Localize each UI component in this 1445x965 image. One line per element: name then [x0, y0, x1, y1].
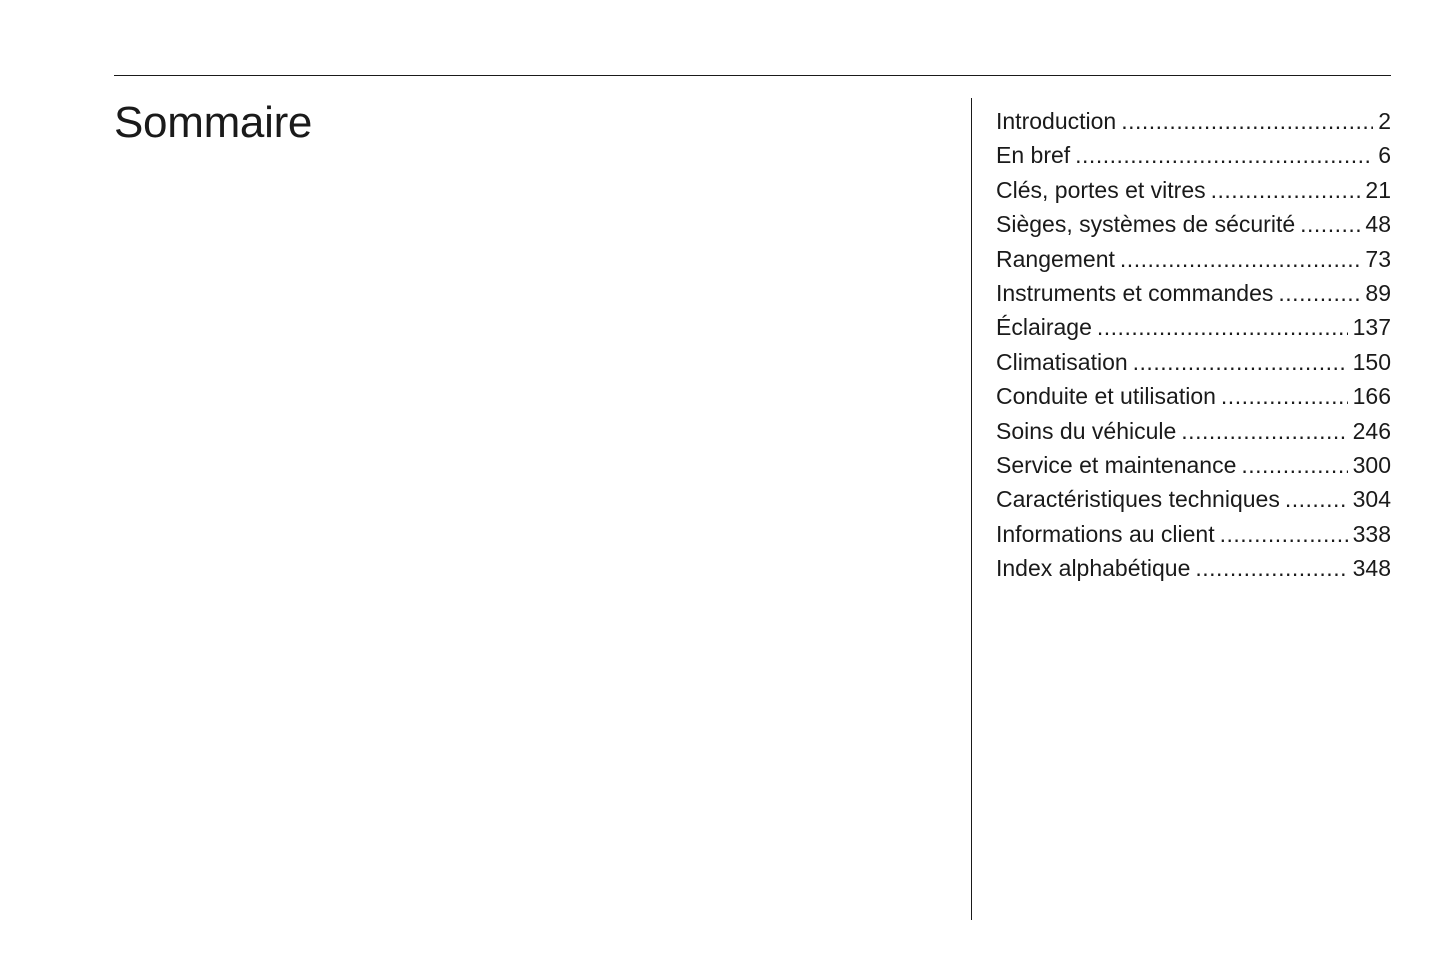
toc-entry-en-bref[interactable] — [996, 138, 1391, 172]
toc-entry-label: Sièges, systèmes de sécurité — [996, 211, 1296, 238]
toc-entry-label: Service et maintenance — [996, 451, 1237, 478]
toc-entry-label: Rangement — [996, 245, 1115, 272]
toc-page-number: 304 — [1352, 486, 1391, 513]
toc-entry-label: Index alphabétique — [996, 555, 1191, 582]
toc-dot-leader — [1075, 138, 1373, 172]
toc-entry-label: Conduite et utilisation — [996, 383, 1216, 410]
toc-page-number: 150 — [1352, 348, 1391, 375]
toc-entry-label: Introduction — [996, 108, 1117, 134]
toc-page-number: 6 — [1378, 142, 1391, 169]
toc-page-number: 2 — [1378, 108, 1391, 134]
toc-page-number: 21 — [1365, 176, 1391, 203]
toc-entry-sieges-securite[interactable] — [996, 207, 1391, 241]
toc-dot-leader — [1285, 482, 1348, 516]
toc-dot-leader — [1181, 414, 1347, 448]
column-divider — [971, 98, 972, 920]
toc-dot-leader — [1120, 242, 1360, 276]
toc-dot-leader — [1241, 448, 1347, 482]
toc-entry-introduction[interactable] — [996, 104, 1391, 138]
toc-entry-rangement[interactable] — [996, 242, 1391, 276]
toc-dot-leader — [1097, 310, 1348, 344]
toc-dot-leader — [1211, 173, 1361, 207]
page-title: Sommaire — [114, 98, 313, 147]
toc-entry-label: En bref — [996, 142, 1071, 169]
toc-page-number: 166 — [1352, 383, 1391, 410]
toc-entry-conduite-utilisation[interactable] — [996, 379, 1391, 413]
toc-entry-index-alphabetique[interactable] — [996, 551, 1391, 585]
toc-entry-label: Clés, portes et vitres — [996, 176, 1206, 203]
toc-page-number: 348 — [1352, 555, 1391, 582]
toc-entry-label: Soins du véhicule — [996, 417, 1177, 444]
toc-entry-label: Éclairage — [996, 314, 1092, 341]
top-rule — [114, 75, 1391, 76]
toc-entry-soins-vehicule[interactable] — [996, 414, 1391, 448]
toc-entry-label: Climatisation — [996, 348, 1128, 375]
toc-page-number: 338 — [1352, 520, 1391, 547]
toc-page-number: 137 — [1352, 314, 1391, 341]
toc-dot-leader — [1133, 345, 1348, 379]
toc-entry-eclairage[interactable] — [996, 310, 1391, 344]
table-of-contents — [996, 104, 1391, 585]
toc-dot-leader — [1221, 379, 1348, 413]
toc-page-number: 89 — [1365, 279, 1391, 306]
toc-entry-label: Instruments et commandes — [996, 279, 1274, 306]
toc-entry-climatisation[interactable] — [996, 345, 1391, 379]
toc-page-number: 246 — [1352, 417, 1391, 444]
toc-dot-leader — [1278, 276, 1360, 310]
toc-dot-leader — [1220, 517, 1348, 551]
toc-dot-leader — [1300, 207, 1360, 241]
toc-entry-cles-portes-vitres[interactable] — [996, 173, 1391, 207]
toc-page-number: 48 — [1365, 211, 1391, 238]
toc-dot-leader — [1121, 104, 1373, 138]
toc-entry-informations-client[interactable] — [996, 517, 1391, 551]
toc-entry-label: Caractéristiques techniques — [996, 486, 1280, 513]
toc-entry-service-maintenance[interactable] — [996, 448, 1391, 482]
toc-entry-caracteristiques-techniques[interactable] — [996, 482, 1391, 516]
toc-entry-instruments-commandes[interactable] — [996, 276, 1391, 310]
toc-dot-leader — [1195, 551, 1347, 585]
toc-entry-label: Informations au client — [996, 520, 1215, 547]
toc-page-number: 73 — [1365, 245, 1391, 272]
toc-page-number: 300 — [1352, 451, 1391, 478]
